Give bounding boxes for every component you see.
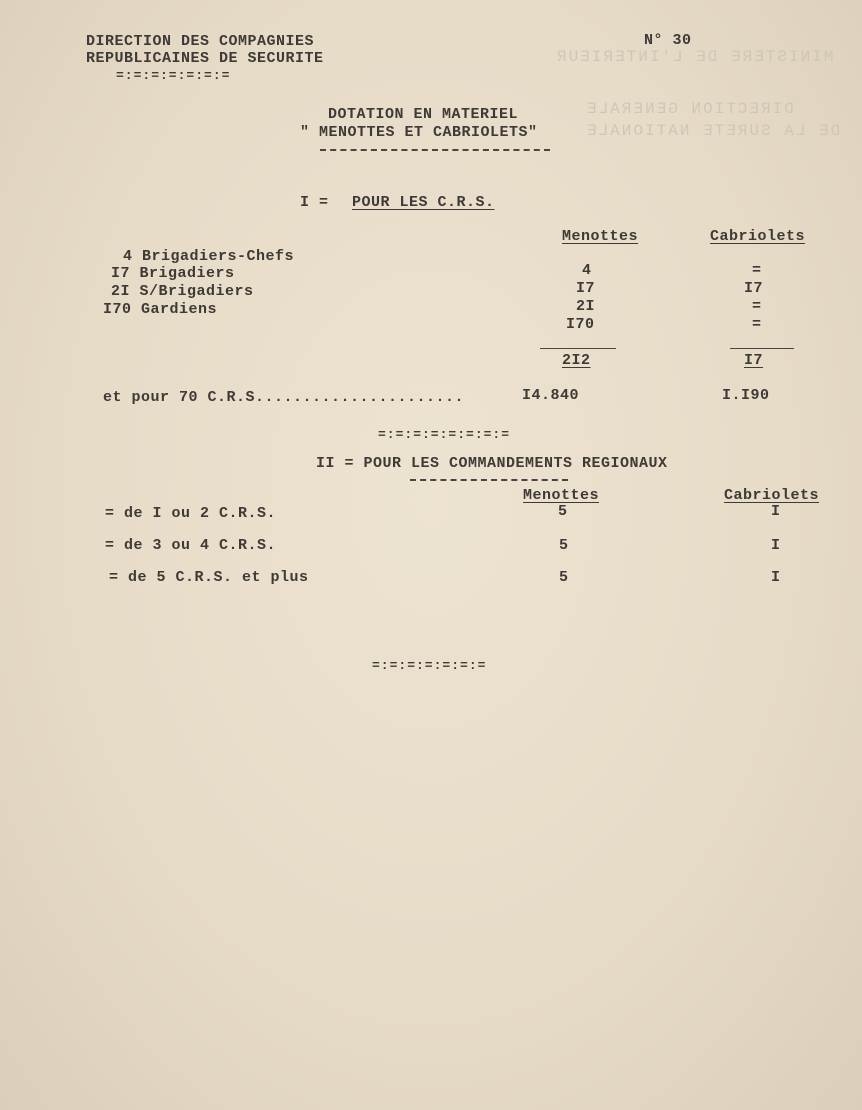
- section2-ornament: =:=:=:=:=:=:=: [372, 658, 487, 673]
- section1-ornament: =:=:=:=:=:=:=:=: [378, 427, 511, 442]
- show-through-text: MINISTERE DE L'INTERIEUR: [555, 48, 834, 66]
- cabriolets-total-rule: [730, 348, 794, 349]
- section2-heading: II = POUR LES COMMANDEMENTS REGIONAUX: [316, 455, 668, 472]
- title-underline: [320, 149, 550, 151]
- command-row-cabriolets: I: [771, 537, 781, 554]
- command-row-cabriolets: I: [771, 569, 781, 586]
- section1-col-menottes: Menottes: [562, 228, 639, 245]
- command-row-menottes: 5: [559, 537, 569, 554]
- menottes-value: I70: [566, 316, 595, 333]
- section2-underline: [410, 479, 568, 481]
- title-line-2: " MENOTTES ET CABRIOLETS": [300, 124, 538, 141]
- rank-label: 4 Brigadiers-Chefs: [123, 248, 295, 265]
- show-through-text: DE LA SURETE NATIONALE: [585, 122, 841, 140]
- rank-label: I70 Gardiens: [103, 301, 218, 318]
- show-through-text: DIRECTION GENERALE: [585, 100, 794, 118]
- menottes-total-rule: [540, 348, 616, 349]
- menottes-value: I7: [576, 280, 596, 297]
- rank-label: I7 Brigadiers: [111, 265, 235, 282]
- cabriolets-value: =: [752, 262, 762, 279]
- org-line-2: REPUBLICAINES DE SECURITE: [86, 50, 324, 67]
- menottes-value: 2I: [576, 298, 596, 315]
- command-row-label: = de 3 ou 4 C.R.S.: [105, 537, 277, 554]
- summary-cabriolets: I.I90: [722, 387, 770, 404]
- org-line-1: DIRECTION DES COMPAGNIES: [86, 33, 315, 50]
- command-row-label: = de 5 C.R.S. et plus: [109, 569, 309, 586]
- cabriolets-total: I7: [744, 352, 764, 369]
- command-row-cabriolets: I: [771, 503, 781, 520]
- section1-heading: POUR LES C.R.S.: [352, 194, 495, 211]
- menottes-value: 4: [582, 262, 592, 279]
- cabriolets-value: =: [752, 316, 762, 333]
- summary-label: et pour 70 C.R.S......................: [103, 389, 465, 406]
- menottes-total: 2I2: [562, 352, 591, 369]
- command-row-label: = de I ou 2 C.R.S.: [105, 505, 277, 522]
- command-row-menottes: 5: [558, 503, 568, 520]
- title-line-1: DOTATION EN MATERIEL: [328, 106, 519, 123]
- cabriolets-value: I7: [744, 280, 764, 297]
- rank-label: 2I S/Brigadiers: [111, 283, 254, 300]
- document-number: N° 30: [644, 32, 692, 49]
- section1-col-cabriolets: Cabriolets: [710, 228, 806, 245]
- cabriolets-value: =: [752, 298, 762, 315]
- header-ornament: =:=:=:=:=:=:=: [116, 68, 231, 83]
- section2-col-cabriolets: Cabriolets: [724, 487, 820, 504]
- section2-col-menottes: Menottes: [523, 487, 600, 504]
- summary-menottes: I4.840: [522, 387, 580, 404]
- section1-number: I =: [300, 194, 329, 211]
- command-row-menottes: 5: [559, 569, 569, 586]
